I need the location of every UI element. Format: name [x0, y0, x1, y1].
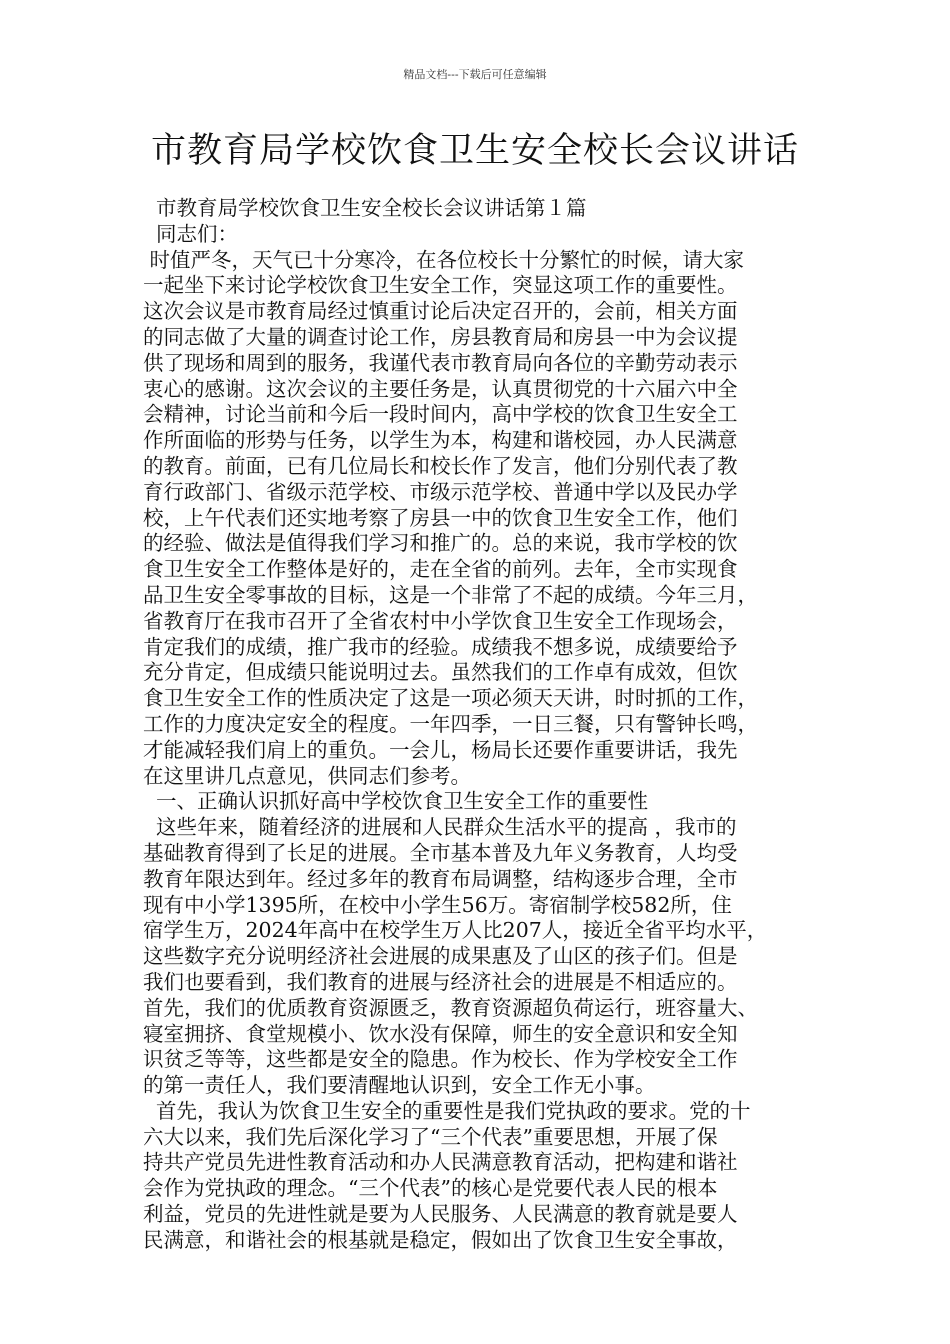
- text-line: 的第一责任人，我们要清醒地认识到，安全工作无小事。: [143, 1073, 656, 1098]
- text-line: 衷心的感谢。这次会议的主要任务是，认真贯彻党的十六届六中全: [143, 376, 738, 401]
- text-line: 寝室拥挤、食堂规模小、饮水没有保障，师生的安全意识和安全知: [143, 1021, 738, 1046]
- text-line: 工作的力度决定安全的程度。一年四季，一日三餐，只有警钟长鸣，: [143, 711, 758, 736]
- text-line: 校，上午代表们还实地考察了房县一中的饮食卫生安全工作，他们: [143, 505, 738, 530]
- text-line: 时值严冬，天气已十分寒冷，在各位校长十分繁忙的时候，请大家: [143, 247, 745, 272]
- text-line: 会作为党执政的理念。“三个代表”的核心是党要代表人民的根本: [143, 1176, 718, 1201]
- text-line: 教育年限达到年。经过多年的教育布局调整，结构逐步合理，全市: [143, 866, 738, 891]
- document-body: [143, 196, 831, 1254]
- text-line: 食卫生安全工作整体是好的，走在全省的前列。去年，全市实现食: [143, 557, 738, 582]
- text-line: 充分肯定，但成绩只能说明过去。虽然我们的工作卓有成效，但饮: [143, 660, 738, 685]
- text-line: 育行政部门、省级示范学校、市级示范学校、普通中学以及民办学: [143, 479, 738, 504]
- text-line: 市教育局学校饮食卫生安全校长会议讲话第１篇: [143, 196, 587, 220]
- text-line: 在这里讲几点意见，供同志们参考。: [143, 763, 471, 788]
- text-line: 作所面临的形势与任务，以学生为本，构建和谐校园，办人民满意: [143, 428, 738, 453]
- text-line: 一、正确认识抓好高中学校饮食卫生安全工作的重要性: [143, 789, 649, 814]
- text-line: 的教育。前面，已有几位局长和校长作了发言，他们分别代表了教: [143, 453, 738, 478]
- text-line: 这些年来，随着经济的进展和人民群众生活水平的提高 ，我市的: [143, 815, 737, 840]
- text-line: 供了现场和周到的服务，我谨代表市教育局向各位的辛勤劳动表示: [143, 350, 738, 375]
- text-line: 利益，党员的先进性就是要为人民服务、人民满意的教育就是要人: [143, 1202, 738, 1227]
- text-line: 会精神，讨论当前和今后一段时间内，高中学校的饮食卫生安全工: [143, 402, 738, 427]
- text-line: 持共产党员先进性教育活动和办人民满意教育活动，把构建和谐社: [143, 1150, 738, 1175]
- text-line: 首先，我认为饮食卫生安全的重要性是我们党执政的要求。党的十: [143, 1098, 751, 1123]
- text-line: 六大以来，我们先后深化学习了“三个代表”重要思想，开展了保: [143, 1124, 718, 1149]
- text-line: 的同志做了大量的调查讨论工作，房县教育局和房县一中为会议提: [143, 324, 738, 349]
- text-line: 宿学生万，2024年高中在校学生万人比207人，接近全省平均水平，: [143, 918, 768, 943]
- text-line: 省教育厅在我市召开了全省农村中小学饮食卫生安全工作现场会，: [143, 608, 738, 633]
- text-line: 同志们：: [143, 221, 239, 246]
- text-line: 基础教育得到了长足的进展。全市基本普及九年义务教育，人均受: [143, 840, 738, 865]
- text-line: 一起坐下来讨论学校饮食卫生安全工作，突显这项工作的重要性。: [143, 273, 738, 298]
- text-line: 品卫生安全零事故的目标，这是一个非常了不起的成绩。今年三月，: [143, 582, 758, 607]
- text-line: 民满意，和谐社会的根基就是稳定，假如出了饮食卫生安全事故，: [143, 1227, 738, 1252]
- text-line: 食卫生安全工作的性质决定了这是一项必须天天讲，时时抓的工作，: [143, 686, 758, 711]
- text-line: 才能减轻我们肩上的重负。一会儿，杨局长还要作重要讲话，我先: [143, 737, 738, 762]
- text-line: 这些数字充分说明经济社会进展的成果惠及了山区的孩子们。但是: [143, 944, 738, 969]
- text-line: 首先，我们的优质教育资源匮乏，教育资源超负荷运行，班容量大、: [143, 995, 758, 1020]
- text-line: 这次会议是市教育局经过慎重讨论后决定召开的，会前，相关方面: [143, 299, 738, 324]
- document-title: 市教育局学校饮食卫生安全校长会议讲话: [150, 131, 799, 171]
- page-header: 精品文档---下载后可任意编辑: [403, 68, 547, 81]
- text-line: 肯定我们的成绩，推广我市的经验。成绩我不想多说，成绩要给予: [143, 634, 738, 659]
- text-line: 我们也要看到，我们教育的进展与经济社会的进展是不相适应的。: [143, 969, 738, 994]
- text-line: 现有中小学1395所，在校中小学生56万。寄宿制学校582所，住: [143, 892, 732, 917]
- text-line: 识贫乏等等，这些都是安全的隐患。作为校长、作为学校安全工作: [143, 1047, 738, 1072]
- text-line: 的经验、做法是值得我们学习和推广的。总的来说，我市学校的饮: [143, 531, 738, 556]
